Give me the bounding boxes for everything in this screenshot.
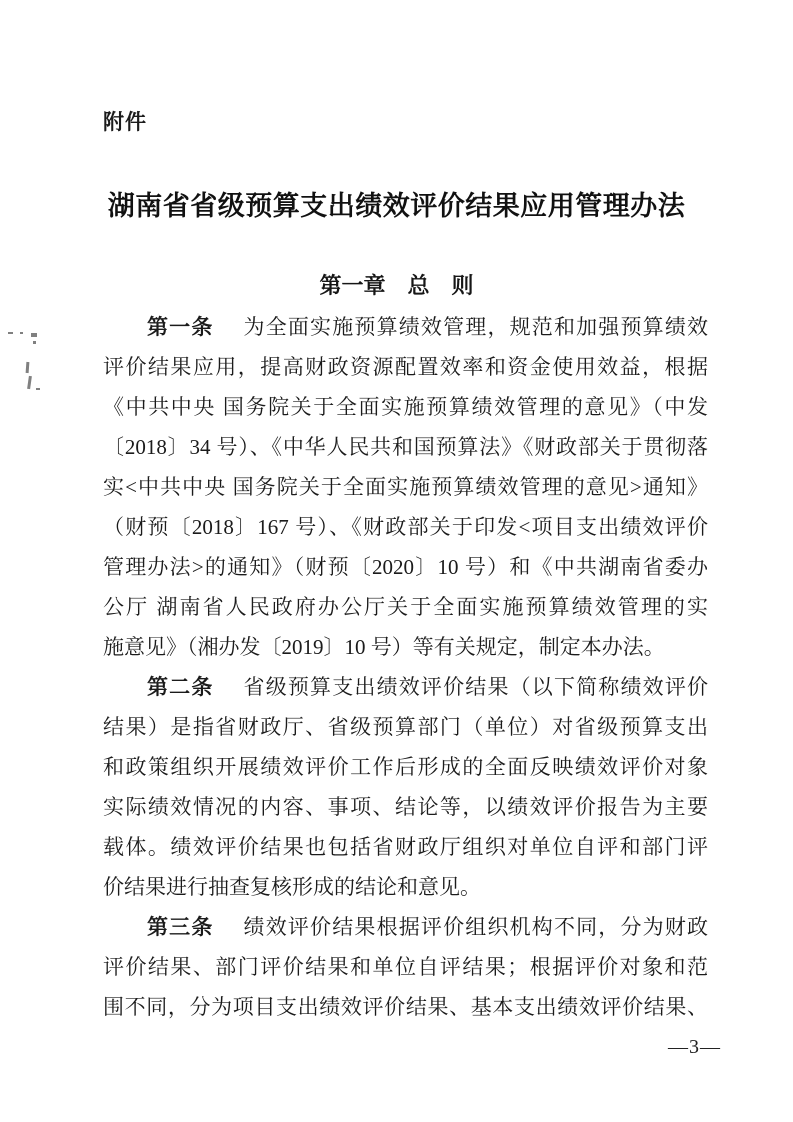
paragraph-line: 和政策组织开展绩效评价工作后形成的全面反映绩效评价对象 xyxy=(103,755,708,779)
line-text: 为全面实施预算绩效管理，规范和加强预算绩效 xyxy=(243,315,709,339)
paragraph-line: 管理办法>的通知》（财预〔2020〕10 号）和《中共湖南省委办 xyxy=(103,555,708,579)
paragraph-line xyxy=(103,667,708,707)
paragraph-line: 评价结果应用，提高财政资源配置效率和资金使用效益，根据 xyxy=(103,355,708,379)
article-number: 第二条 xyxy=(147,675,214,699)
scan-artifact xyxy=(33,341,36,344)
paragraph-line: 〔2018〕34 号）、《中华人民共和国预算法》《财政部关于贯彻落 xyxy=(103,435,708,459)
line-text: 省级预算支出绩效评价结果（以下简称绩效评价 xyxy=(243,675,709,699)
paragraph-line: 围不同，分为项目支出绩效评价结果、基本支出绩效评价结果、 xyxy=(103,995,708,1019)
scan-artifact xyxy=(26,362,30,373)
scan-artifact xyxy=(36,388,40,390)
paragraph-line: 实<中共中央 国务院关于全面实施预算绩效管理的意见>通知》 xyxy=(103,475,708,499)
paragraph-line: 结果）是指省财政厅、省级预算部门（单位）对省级预算支出 xyxy=(103,715,708,739)
paragraph-line: 评价结果、部门评价结果和单位自评结果；根据评价对象和范 xyxy=(103,955,708,979)
scan-artifact xyxy=(20,332,23,334)
document-title: 湖南省省级预算支出绩效评价结果应用管理办法 xyxy=(107,191,686,221)
paragraph-line: 实际绩效情况的内容、事项、结论等，以绩效评价报告为主要 xyxy=(103,795,708,819)
chapter-heading: 第一章 总 则 xyxy=(319,273,474,298)
paragraph-line xyxy=(103,907,708,947)
paragraph-line: 价结果进行抽查复核形成的结论和意见。 xyxy=(103,875,481,899)
page-number: —3— xyxy=(668,1036,721,1058)
article-number: 第三条 xyxy=(147,915,214,939)
scan-artifact xyxy=(27,376,32,389)
line-text: 绩效评价结果根据评价组织机构不同，分为财政 xyxy=(243,915,709,939)
article-2-paragraph xyxy=(103,667,708,907)
document-body xyxy=(103,307,708,1027)
paragraph-line: 《中共中央 国务院关于全面实施预算绩效管理的意见》（中发 xyxy=(103,395,708,419)
article-3-paragraph xyxy=(103,907,708,1027)
scan-artifact xyxy=(8,332,13,334)
scan-artifact xyxy=(31,333,37,337)
paragraph-line: 施意见》（湘办发〔2019〕10 号）等有关规定，制定本办法。 xyxy=(103,635,665,659)
article-number: 第一条 xyxy=(147,315,214,339)
paragraph-line: 载体。绩效评价结果也包括省财政厅组织对单位自评和部门评 xyxy=(103,835,708,859)
article-1-paragraph xyxy=(103,307,708,667)
paragraph-line xyxy=(103,307,708,347)
paragraph-line: （财预〔2018〕167 号）、《财政部关于印发<项目支出绩效评价 xyxy=(103,515,708,539)
attachment-label: 附件 xyxy=(103,111,147,134)
paragraph-line: 公厅 湖南省人民政府办公厅关于全面实施预算绩效管理的实 xyxy=(103,595,708,619)
